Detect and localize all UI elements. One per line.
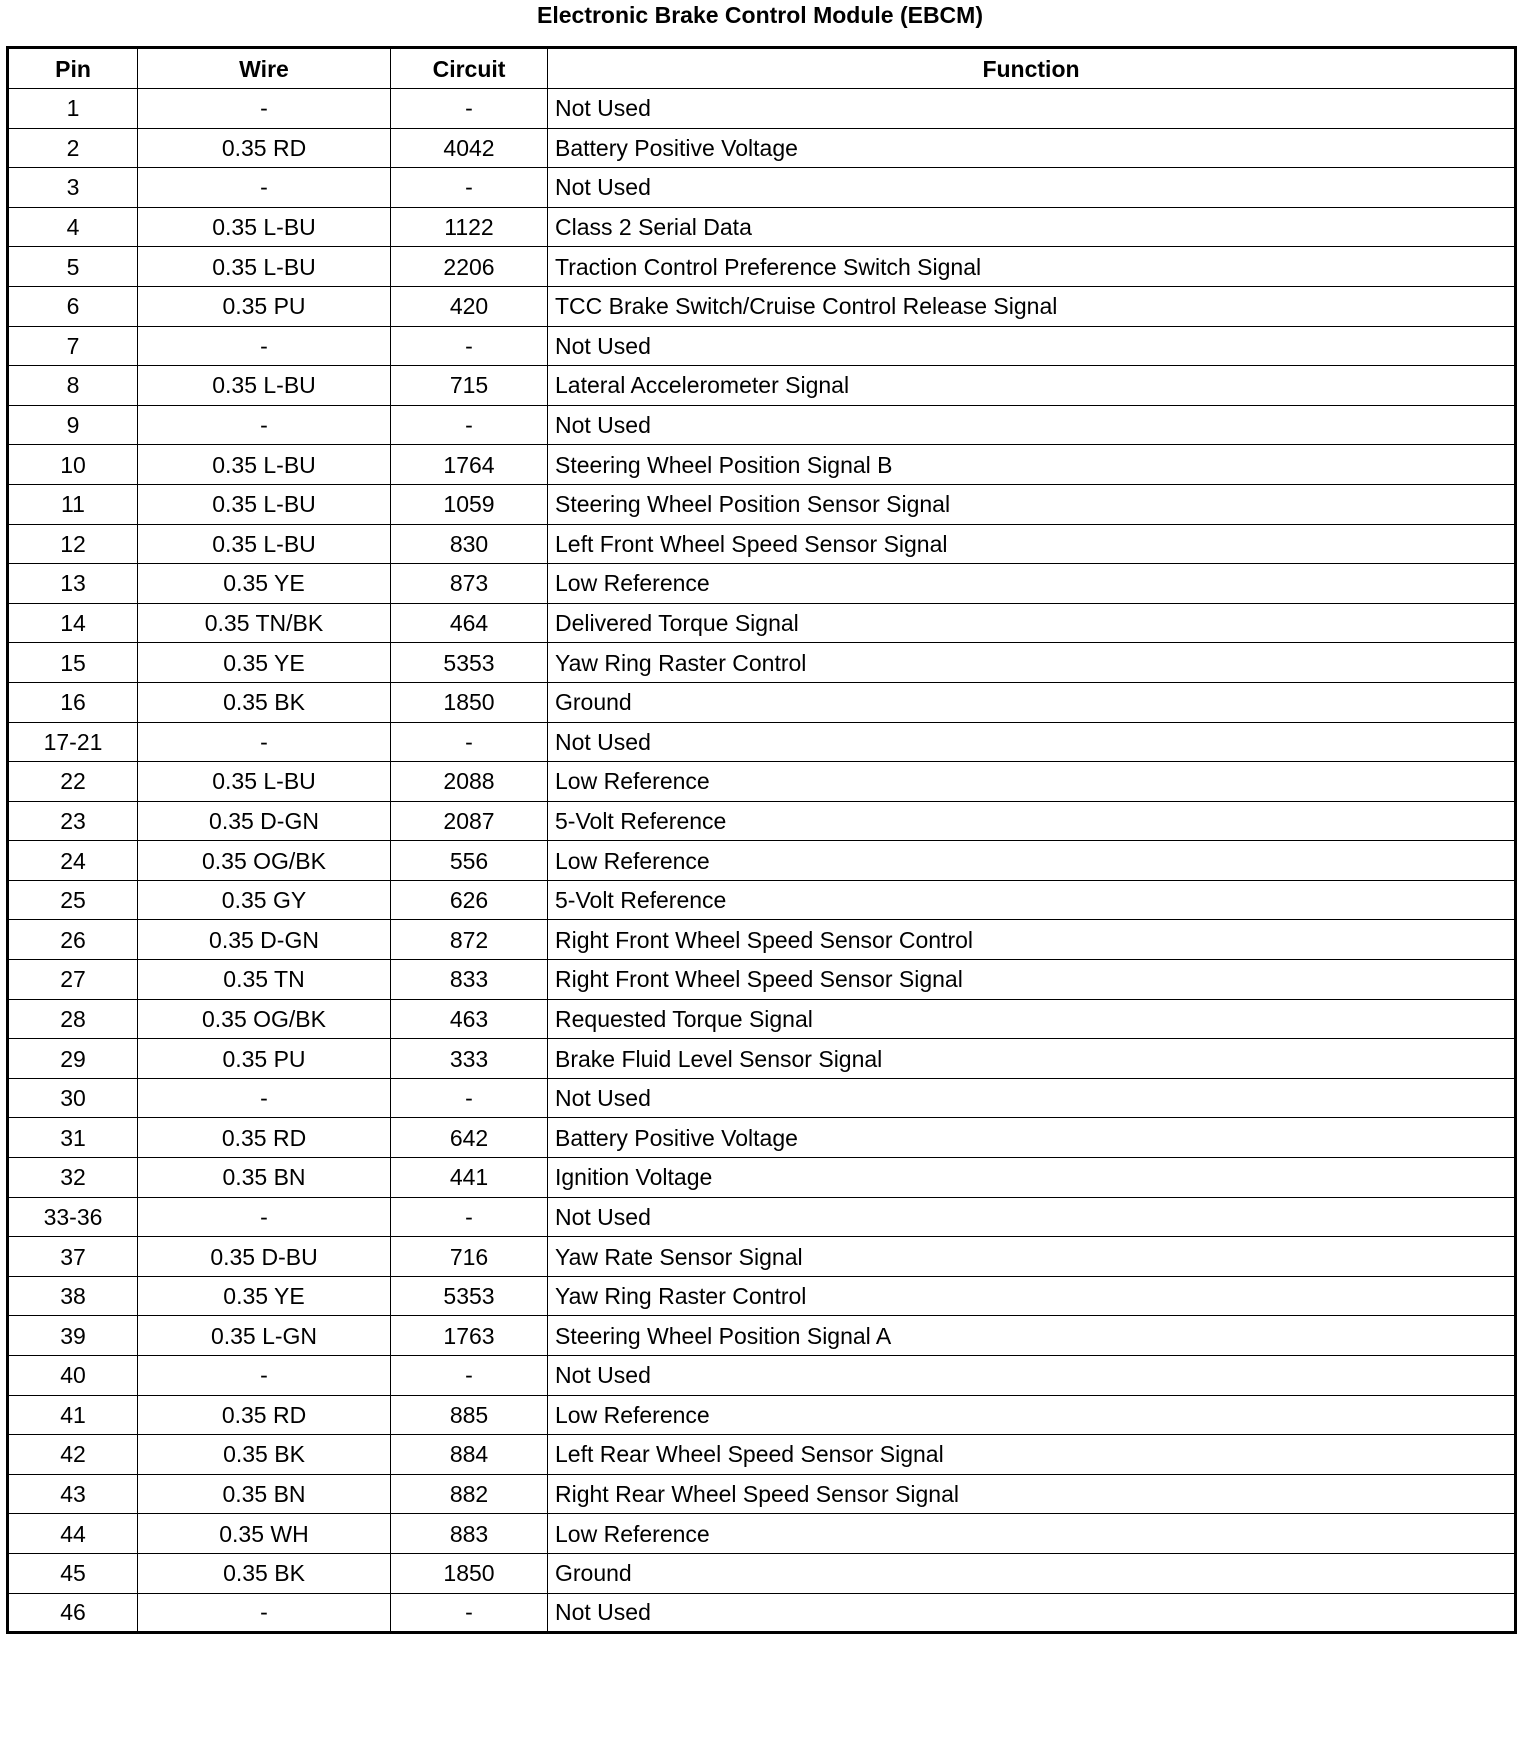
function-header: Function <box>548 48 1516 89</box>
function-cell: Brake Fluid Level Sensor Signal <box>548 1039 1516 1079</box>
pin-cell: 41 <box>8 1395 138 1435</box>
pin-cell: 2 <box>8 128 138 168</box>
pin-cell: 12 <box>8 524 138 564</box>
wire-cell: - <box>138 1593 391 1633</box>
wire-cell: 0.35 BK <box>138 682 391 722</box>
wire-cell: 0.35 D-GN <box>138 920 391 960</box>
wire-cell: - <box>138 1356 391 1396</box>
table-row <box>8 1118 1516 1158</box>
table-row <box>8 722 1516 762</box>
circuit-cell: 1850 <box>391 682 548 722</box>
pin-cell: 46 <box>8 1593 138 1633</box>
table-row <box>8 326 1516 366</box>
wire-cell: 0.35 RD <box>138 128 391 168</box>
table-row <box>8 1474 1516 1514</box>
table-row <box>8 1553 1516 1593</box>
header-row <box>8 48 1516 89</box>
table-row <box>8 880 1516 920</box>
circuit-cell: 2206 <box>391 247 548 287</box>
function-cell: Not Used <box>548 326 1516 366</box>
wire-cell: - <box>138 1197 391 1237</box>
function-cell: Yaw Ring Raster Control <box>548 1276 1516 1316</box>
circuit-cell: 441 <box>391 1158 548 1198</box>
pin-cell: 29 <box>8 1039 138 1079</box>
table-row <box>8 1197 1516 1237</box>
function-cell: Battery Positive Voltage <box>548 1118 1516 1158</box>
circuit-cell: - <box>391 168 548 208</box>
table-row <box>8 1237 1516 1277</box>
pin-cell: 33-36 <box>8 1197 138 1237</box>
pin-header: Pin <box>8 48 138 89</box>
table-row <box>8 762 1516 802</box>
circuit-cell: 1850 <box>391 1553 548 1593</box>
wire-cell: 0.35 YE <box>138 564 391 604</box>
circuit-cell: 883 <box>391 1514 548 1554</box>
circuit-cell: 833 <box>391 960 548 1000</box>
pin-cell: 32 <box>8 1158 138 1198</box>
circuit-cell: - <box>391 89 548 129</box>
table-row <box>8 564 1516 604</box>
pin-cell: 4 <box>8 207 138 247</box>
wire-cell: 0.35 OG/BK <box>138 841 391 881</box>
circuit-cell: 463 <box>391 999 548 1039</box>
function-cell: Yaw Rate Sensor Signal <box>548 1237 1516 1277</box>
table-row <box>8 366 1516 406</box>
wire-cell: 0.35 D-GN <box>138 801 391 841</box>
wire-cell: 0.35 BK <box>138 1553 391 1593</box>
circuit-cell: 5353 <box>391 643 548 683</box>
wire-cell: 0.35 OG/BK <box>138 999 391 1039</box>
table-row <box>8 445 1516 485</box>
pin-cell: 15 <box>8 643 138 683</box>
table-row <box>8 247 1516 287</box>
function-cell: Right Front Wheel Speed Sensor Control <box>548 920 1516 960</box>
pin-cell: 22 <box>8 762 138 802</box>
circuit-cell: 716 <box>391 1237 548 1277</box>
function-cell: Not Used <box>548 1356 1516 1396</box>
pin-cell: 27 <box>8 960 138 1000</box>
pin-cell: 14 <box>8 603 138 643</box>
pin-cell: 43 <box>8 1474 138 1514</box>
table-row <box>8 405 1516 445</box>
wire-cell: 0.35 L-BU <box>138 247 391 287</box>
circuit-cell: 872 <box>391 920 548 960</box>
circuit-cell: - <box>391 1078 548 1118</box>
circuit-cell: - <box>391 1356 548 1396</box>
table-row <box>8 1158 1516 1198</box>
function-cell: Not Used <box>548 1197 1516 1237</box>
pin-cell: 10 <box>8 445 138 485</box>
function-cell: Ground <box>548 1553 1516 1593</box>
pin-cell: 8 <box>8 366 138 406</box>
wire-cell: - <box>138 1078 391 1118</box>
circuit-cell: - <box>391 1197 548 1237</box>
table-row <box>8 603 1516 643</box>
function-cell: Delivered Torque Signal <box>548 603 1516 643</box>
wire-cell: - <box>138 326 391 366</box>
function-cell: Steering Wheel Position Signal B <box>548 445 1516 485</box>
pin-cell: 37 <box>8 1237 138 1277</box>
function-cell: Left Front Wheel Speed Sensor Signal <box>548 524 1516 564</box>
function-cell: Ground <box>548 682 1516 722</box>
circuit-cell: 2087 <box>391 801 548 841</box>
function-cell: TCC Brake Switch/Cruise Control Release Signal <box>548 286 1516 326</box>
function-cell: Not Used <box>548 722 1516 762</box>
wire-cell: 0.35 WH <box>138 1514 391 1554</box>
pin-cell: 7 <box>8 326 138 366</box>
wire-cell: 0.35 TN <box>138 960 391 1000</box>
table-body <box>8 89 1516 1633</box>
table-row <box>8 682 1516 722</box>
wire-cell: 0.35 RD <box>138 1118 391 1158</box>
function-cell: Right Rear Wheel Speed Sensor Signal <box>548 1474 1516 1514</box>
pin-cell: 3 <box>8 168 138 208</box>
function-cell: Requested Torque Signal <box>548 999 1516 1039</box>
table-row <box>8 841 1516 881</box>
table-row <box>8 1395 1516 1435</box>
wire-cell: 0.35 L-BU <box>138 762 391 802</box>
circuit-cell: 333 <box>391 1039 548 1079</box>
wire-cell: 0.35 BN <box>138 1474 391 1514</box>
pin-cell: 45 <box>8 1553 138 1593</box>
wire-cell: 0.35 BN <box>138 1158 391 1198</box>
function-cell: 5-Volt Reference <box>548 880 1516 920</box>
table-row <box>8 168 1516 208</box>
function-cell: Not Used <box>548 89 1516 129</box>
table-row <box>8 1514 1516 1554</box>
function-cell: Class 2 Serial Data <box>548 207 1516 247</box>
function-cell: Battery Positive Voltage <box>548 128 1516 168</box>
function-cell: Steering Wheel Position Signal A <box>548 1316 1516 1356</box>
function-cell: 5-Volt Reference <box>548 801 1516 841</box>
function-cell: Yaw Ring Raster Control <box>548 643 1516 683</box>
function-cell: Steering Wheel Position Sensor Signal <box>548 484 1516 524</box>
table-row <box>8 1078 1516 1118</box>
circuit-header: Circuit <box>391 48 548 89</box>
wire-cell: 0.35 L-BU <box>138 524 391 564</box>
circuit-cell: 1122 <box>391 207 548 247</box>
pin-cell: 31 <box>8 1118 138 1158</box>
pinout-table <box>6 46 1517 1634</box>
pin-cell: 13 <box>8 564 138 604</box>
circuit-cell: 830 <box>391 524 548 564</box>
function-cell: Left Rear Wheel Speed Sensor Signal <box>548 1435 1516 1475</box>
wire-cell: 0.35 L-BU <box>138 484 391 524</box>
circuit-cell: 882 <box>391 1474 548 1514</box>
wire-cell: 0.35 L-GN <box>138 1316 391 1356</box>
table-row <box>8 1316 1516 1356</box>
circuit-cell: 420 <box>391 286 548 326</box>
table-row <box>8 286 1516 326</box>
pin-cell: 24 <box>8 841 138 881</box>
circuit-cell: 884 <box>391 1435 548 1475</box>
wire-cell: 0.35 RD <box>138 1395 391 1435</box>
circuit-cell: 1763 <box>391 1316 548 1356</box>
circuit-cell: 1764 <box>391 445 548 485</box>
circuit-cell: 642 <box>391 1118 548 1158</box>
wire-cell: 0.35 D-BU <box>138 1237 391 1277</box>
table-title: Electronic Brake Control Module (EBCM) <box>537 2 983 28</box>
pin-cell: 16 <box>8 682 138 722</box>
function-cell: Low Reference <box>548 1395 1516 1435</box>
function-cell: Not Used <box>548 168 1516 208</box>
table-row <box>8 801 1516 841</box>
wire-cell: 0.35 L-BU <box>138 207 391 247</box>
function-cell: Lateral Accelerometer Signal <box>548 366 1516 406</box>
wire-cell: 0.35 BK <box>138 1435 391 1475</box>
circuit-cell: 626 <box>391 880 548 920</box>
wire-cell: 0.35 PU <box>138 286 391 326</box>
wire-cell: - <box>138 405 391 445</box>
circuit-cell: 556 <box>391 841 548 881</box>
pin-cell: 44 <box>8 1514 138 1554</box>
wire-cell: - <box>138 722 391 762</box>
function-cell: Not Used <box>548 1593 1516 1633</box>
wire-cell: 0.35 PU <box>138 1039 391 1079</box>
function-cell: Traction Control Preference Switch Signal <box>548 247 1516 287</box>
circuit-cell: - <box>391 1593 548 1633</box>
circuit-cell: 1059 <box>391 484 548 524</box>
table-row <box>8 1593 1516 1633</box>
circuit-cell: 2088 <box>391 762 548 802</box>
table-row <box>8 207 1516 247</box>
pin-cell: 25 <box>8 880 138 920</box>
pin-cell: 1 <box>8 89 138 129</box>
table-row <box>8 999 1516 1039</box>
function-cell: Ignition Voltage <box>548 1158 1516 1198</box>
pin-cell: 26 <box>8 920 138 960</box>
circuit-cell: 715 <box>391 366 548 406</box>
wire-cell: 0.35 L-BU <box>138 366 391 406</box>
wire-cell: - <box>138 168 391 208</box>
function-cell: Low Reference <box>548 841 1516 881</box>
circuit-cell: 464 <box>391 603 548 643</box>
table-row <box>8 1039 1516 1079</box>
circuit-cell: 873 <box>391 564 548 604</box>
wire-cell: 0.35 YE <box>138 1276 391 1316</box>
pin-cell: 30 <box>8 1078 138 1118</box>
wire-cell: 0.35 GY <box>138 880 391 920</box>
table-row <box>8 960 1516 1000</box>
function-cell: Low Reference <box>548 762 1516 802</box>
pin-cell: 9 <box>8 405 138 445</box>
circuit-cell: 5353 <box>391 1276 548 1316</box>
table-row <box>8 89 1516 129</box>
table-row <box>8 524 1516 564</box>
pin-cell: 40 <box>8 1356 138 1396</box>
circuit-cell: 885 <box>391 1395 548 1435</box>
wire-cell: 0.35 TN/BK <box>138 603 391 643</box>
wire-cell: 0.35 L-BU <box>138 445 391 485</box>
function-cell: Low Reference <box>548 564 1516 604</box>
table-row <box>8 643 1516 683</box>
circuit-cell: - <box>391 326 548 366</box>
table-row <box>8 128 1516 168</box>
pin-cell: 11 <box>8 484 138 524</box>
function-cell: Right Front Wheel Speed Sensor Signal <box>548 960 1516 1000</box>
function-cell: Not Used <box>548 1078 1516 1118</box>
wire-header: Wire <box>138 48 391 89</box>
wire-cell: 0.35 YE <box>138 643 391 683</box>
circuit-cell: - <box>391 722 548 762</box>
pin-cell: 39 <box>8 1316 138 1356</box>
pin-cell: 38 <box>8 1276 138 1316</box>
function-cell: Not Used <box>548 405 1516 445</box>
pin-cell: 6 <box>8 286 138 326</box>
pin-cell: 17-21 <box>8 722 138 762</box>
table-row <box>8 484 1516 524</box>
table-row <box>8 1356 1516 1396</box>
wire-cell: - <box>138 89 391 129</box>
pin-cell: 23 <box>8 801 138 841</box>
pin-cell: 28 <box>8 999 138 1039</box>
table-row <box>8 920 1516 960</box>
table-row <box>8 1276 1516 1316</box>
pin-cell: 42 <box>8 1435 138 1475</box>
circuit-cell: 4042 <box>391 128 548 168</box>
pin-cell: 5 <box>8 247 138 287</box>
circuit-cell: - <box>391 405 548 445</box>
table-row <box>8 1435 1516 1475</box>
function-cell: Low Reference <box>548 1514 1516 1554</box>
